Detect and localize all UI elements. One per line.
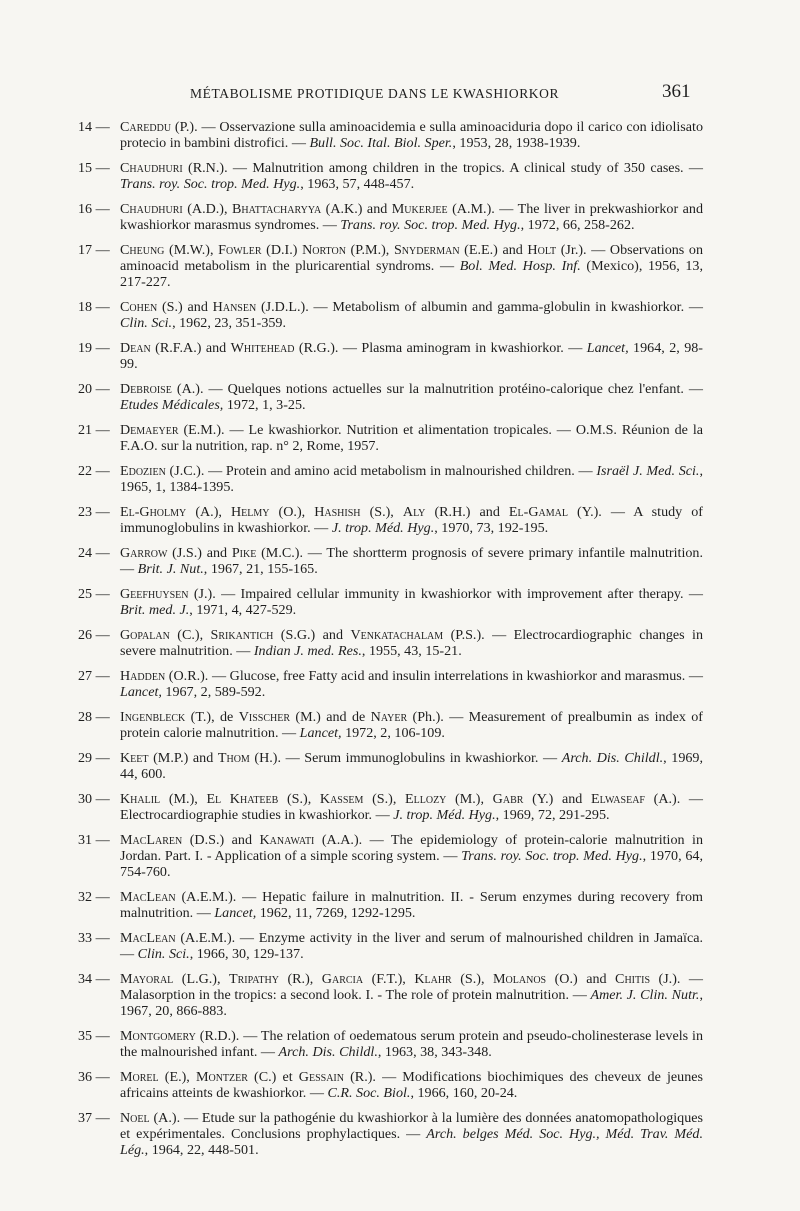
author-name: Keet — [120, 749, 149, 766]
reference-segment: (A.). — Quelques notions actuelles sur la malnutrition protéino-calorique chez l'enfant. — — [171, 380, 703, 397]
author-name: Careddu — [120, 119, 172, 135]
reference-segment: (A.E.M.). — Hepatic failure in malnutrition. II. - Serum enzymes during recovery from malnutrition. — — [120, 888, 703, 921]
reference-number: 15 — — [78, 160, 110, 176]
reference-segment: (M.P.) and — [148, 749, 218, 766]
page-number: 361 — [662, 81, 691, 102]
journal-title: Clin. Sci. — [137, 945, 190, 962]
reference-item — [78, 890, 703, 922]
reference-segment: (J.S.) and — [167, 544, 232, 561]
reference-segment: (J.). — Impaired cellular immunity in kwashiorkor with improvement after therapy. — — [188, 585, 703, 602]
journal-title: Arch. belges Méd. Soc. Hyg., Méd. Trav. Méd. Lég. — [120, 1125, 703, 1158]
author-name: Garcia — [321, 970, 364, 987]
journal-title: Etudes Médicales, — [120, 396, 224, 413]
reference-segment: , 1964, 22, 448-501. — [144, 1141, 259, 1158]
reference-segment: , 1965, 1, 1384-1395. — [120, 462, 703, 495]
reference-segment: (A.D.), — [182, 201, 233, 217]
journal-title: Brit. J. Nut. — [137, 560, 204, 577]
author-name: Ingenbleck — [120, 708, 186, 725]
reference-segment: (S.) and — [157, 298, 213, 315]
reference-number: 24 — — [78, 544, 110, 561]
author-name: Holt — [527, 242, 557, 258]
reference-item — [78, 120, 703, 152]
author-name: MacLean — [120, 929, 176, 946]
reference-text — [120, 1029, 703, 1061]
author-name: Tripathy — [229, 970, 279, 987]
reference-number: 25 — — [78, 585, 110, 602]
reference-number: 30 — — [78, 790, 110, 807]
reference-segment: (J.D.L.). — Metabolism of albumin and gamma-globulin in kwashiorkor. — — [256, 298, 703, 315]
journal-title: Trans. roy. Soc. trop. Med. Hyg. — [120, 175, 301, 192]
reference-item — [78, 243, 703, 291]
reference-segment: , 1963, 57, 448-457. — [300, 175, 415, 192]
author-name: Gessain — [298, 1068, 344, 1085]
author-name: Cheung — [120, 242, 165, 258]
reference-segment: (L.G.), — [173, 970, 230, 987]
reference-segment: (Ph.). — Measurement of prealbumin as index of protein calorie malnutrition. — — [120, 708, 704, 741]
reference-segment: (S.), — [360, 503, 403, 520]
journal-title: Bol. Med. Hosp. Inf. — [459, 257, 581, 274]
reference-text — [120, 751, 703, 783]
author-name: Cohen — [120, 298, 158, 315]
author-name: Gopalan — [120, 626, 170, 643]
reference-text — [120, 382, 703, 414]
reference-segment: , 1955, 43, 15-21. — [361, 642, 462, 659]
running-header — [0, 81, 800, 108]
author-name: Klahr — [414, 970, 452, 987]
reference-segment: (J.C.). — Protein and amino acid metabolism in malnourished children. — — [165, 462, 597, 479]
author-name: Demaeyer — [120, 421, 179, 438]
reference-text — [120, 202, 703, 234]
author-name: Geefhuysen — [120, 585, 189, 602]
reference-text — [120, 1070, 703, 1102]
journal-title: Lancet, — [120, 683, 162, 700]
reference-segment: (S.G.) and — [273, 626, 351, 643]
reference-segment: (O.), — [269, 503, 315, 520]
reference-text — [120, 710, 703, 742]
reference-number: 14 — — [78, 119, 110, 135]
reference-segment: (R.H.) and — [425, 503, 509, 520]
reference-segment: (A.). — Etude sur la pathogénie du kwashiorkor à la lumière des données anatomopathologiques et expérimentales. Conclusions prophylactiques. — — [120, 1109, 703, 1142]
reference-number: 21 — — [78, 421, 110, 438]
reference-segment: , 1967, 20, 866-883. — [120, 986, 703, 1019]
reference-list — [78, 120, 703, 1168]
author-name: MacLaren — [120, 831, 183, 848]
author-name: Garrow — [120, 544, 168, 561]
reference-segment: (A.A.). — The epidemiology of protein-calorie malnutrition in Jordan. Part. I. - Application of a simple scoring system. — — [120, 831, 703, 864]
reference-segment: (S.), — [363, 790, 406, 807]
reference-text — [120, 628, 703, 660]
reference-item — [78, 1029, 703, 1061]
author-name: Aly — [402, 503, 426, 520]
reference-number: 31 — — [78, 831, 110, 848]
journal-title: Brit. med. J. — [120, 601, 190, 618]
journal-title: Israël J. Med. Sci. — [596, 462, 700, 479]
reference-number: 27 — — [78, 667, 110, 684]
reference-item — [78, 423, 703, 455]
reference-segment: (M.), — [160, 790, 207, 807]
author-name: Bhattacharyya — [232, 201, 322, 217]
author-name: El Khateeb — [206, 790, 279, 807]
reference-segment: (E.), — [158, 1068, 196, 1085]
author-name: Ellozy — [405, 790, 447, 807]
reference-number: 28 — — [78, 708, 110, 725]
reference-segment: (R.N.). — Malnutrition among children in the tropics. A clinical study of 350 cases. — — [182, 160, 703, 176]
author-name: Hadden — [120, 667, 166, 684]
reference-text — [120, 587, 703, 619]
journal-title: Lancet, — [214, 904, 257, 921]
author-name: Montzer — [195, 1068, 248, 1085]
reference-number: 33 — — [78, 929, 110, 946]
reference-segment: , 1966, 30, 129-137. — [189, 945, 304, 962]
reference-segment: (M.) and de — [290, 708, 371, 725]
reference-number: 35 — — [78, 1027, 110, 1044]
reference-segment: (O.) and — [546, 970, 616, 987]
reference-segment: 1967, 2, 589-592. — [161, 683, 266, 700]
journal-title: Bull. Soc. Ital. Biol. Sper. — [309, 134, 453, 151]
reference-number: 32 — — [78, 888, 110, 905]
author-name: Snyderman — [393, 242, 460, 258]
author-name: MacLean — [120, 888, 176, 905]
reference-number: 18 — — [78, 298, 110, 315]
reference-number: 20 — — [78, 380, 110, 397]
author-name: Helmy — [230, 503, 270, 520]
reference-text — [120, 161, 703, 193]
author-name: Hashish — [314, 503, 361, 520]
reference-segment: (E.M.). — Le kwashiorkor. Nutrition et alimentation tropicales. — O.M.S. Réunion de la F.A.O. sur la nutrition, rap. n° 2, Rome, 1957. — [120, 421, 703, 454]
reference-item — [78, 628, 703, 660]
reference-number: 16 — — [78, 201, 110, 217]
journal-title: Trans. roy. Soc. trop. Med. Hyg. — [340, 216, 521, 233]
author-name: Nayer — [370, 708, 408, 725]
reference-segment: , 1967, 21, 155-165. — [203, 560, 318, 577]
author-name: El-Gamal — [508, 503, 568, 520]
reference-text — [120, 341, 703, 373]
reference-text — [120, 505, 703, 537]
journal-title: J. trop. Méd. Hyg. — [331, 519, 435, 536]
author-name: Chaudhuri — [120, 160, 183, 176]
reference-segment: (Mexico), 1956, 13, 217-227. — [120, 257, 703, 290]
reference-number: 17 — — [78, 242, 110, 258]
author-name: Venkatachalam — [350, 626, 444, 643]
reference-segment: (D.S.) and — [182, 831, 260, 848]
author-name: Thom — [217, 749, 250, 766]
reference-segment: (S.), — [451, 970, 494, 987]
author-name: Gabr — [492, 790, 524, 807]
reference-item — [78, 1070, 703, 1102]
reference-segment: (C.) et — [247, 1068, 299, 1085]
reference-number: 19 — — [78, 339, 110, 356]
reference-text — [120, 423, 703, 455]
reference-number: 23 — — [78, 503, 110, 520]
reference-item — [78, 1111, 703, 1159]
reference-item — [78, 972, 703, 1020]
reference-segment: , 1970, 64, 754-760. — [120, 847, 703, 880]
reference-segment: 1972, 2, 106-109. — [341, 724, 445, 741]
reference-segment: (P.). — Osservazione sulla aminoacidemia e sulla aminoaciduria dopo il carico con idiolisato protecio in bambini distrofici. — — [120, 119, 703, 151]
reference-item — [78, 202, 703, 234]
reference-segment: , 1972, 66, 258-262. — [520, 216, 635, 233]
reference-item — [78, 587, 703, 619]
reference-segment: (D.I.) — [261, 242, 303, 258]
journal-title: Arch. Dis. Childl. — [278, 1043, 378, 1060]
reference-segment: 1962, 11, 7269, 1292-1295. — [256, 904, 416, 921]
author-name: Edozien — [120, 462, 166, 479]
reference-segment: 1964, 2, 98-99. — [120, 339, 703, 372]
reference-segment: (A.K.) and — [321, 201, 392, 217]
author-name: El-Gholmy — [120, 503, 187, 520]
reference-segment: (R.F.A.) and — [150, 339, 231, 356]
reference-segment: (A.M.). — The liver in prekwashiorkor and kwashiorkor marasmus syndromes. — — [120, 201, 703, 233]
reference-item — [78, 546, 703, 578]
author-name: Kanawati — [259, 831, 315, 848]
reference-text — [120, 464, 703, 496]
running-title: MÉTABOLISME PROTIDIQUE DANS LE KWASHIORKOR — [190, 86, 560, 101]
reference-segment: (T.), de — [185, 708, 239, 725]
journal-title: Lancet, — [299, 724, 342, 741]
author-name: Kassem — [319, 790, 364, 807]
author-name: Molanos — [493, 970, 547, 987]
reference-segment: , 1970, 73, 192-195. — [434, 519, 549, 536]
reference-text — [120, 890, 703, 922]
reference-item — [78, 341, 703, 373]
journal-title: Clin. Sci. — [120, 314, 173, 331]
reference-text — [120, 243, 703, 291]
reference-item — [78, 464, 703, 496]
reference-item — [78, 300, 703, 332]
author-name: Montgomery — [120, 1027, 196, 1044]
reference-item — [78, 669, 703, 701]
reference-segment: (A.), — [186, 503, 231, 520]
reference-segment: , 1962, 23, 351-359. — [172, 314, 286, 331]
reference-segment: (Jr.). — Observations on aminoacid metabolism in the pluricarential syndroms. — — [120, 242, 703, 274]
reference-item — [78, 792, 703, 824]
reference-segment: , 1969, 72, 291-295. — [495, 806, 610, 823]
reference-segment: (A.). — Electrocardiographie studies in kwashiorkor. — — [120, 790, 703, 823]
author-name: Chaudhuri — [120, 201, 183, 217]
journal-title: C.R. Soc. Biol. — [327, 1084, 411, 1101]
reference-item — [78, 710, 703, 742]
reference-segment: (P.M.), — [345, 242, 394, 258]
author-name: Debroise — [120, 380, 172, 397]
author-name: Hansen — [212, 298, 257, 315]
journal-title: Amer. J. Clin. Nutr. — [590, 986, 700, 1003]
reference-segment: (Y.). — A study of immunoglobulins in kwashiorkor. — — [120, 503, 703, 536]
author-name: Noel — [120, 1109, 150, 1126]
author-name: Mukerjee — [391, 201, 448, 217]
reference-number: 34 — — [78, 970, 110, 987]
reference-segment: (P.S.). — Electrocardiographic changes in severe malnutrition. — — [120, 626, 703, 659]
reference-number: 37 — — [78, 1109, 110, 1126]
reference-text — [120, 931, 703, 963]
reference-item — [78, 505, 703, 537]
author-name: Dean — [120, 339, 151, 356]
reference-item — [78, 161, 703, 193]
reference-text — [120, 833, 703, 881]
reference-text — [120, 669, 703, 701]
reference-segment: (S.), — [278, 790, 320, 807]
reference-segment: (E.E.) and — [459, 242, 528, 258]
author-name: Visscher — [238, 708, 291, 725]
reference-segment: , 1969, 44, 600. — [120, 749, 703, 782]
reference-segment: 1972, 1, 3-25. — [223, 396, 306, 413]
reference-text — [120, 792, 703, 824]
author-name: Morel — [120, 1068, 159, 1085]
reference-segment: , 1963, 38, 343-348. — [377, 1043, 492, 1060]
reference-number: 29 — — [78, 749, 110, 766]
author-name: Chitis — [615, 970, 650, 987]
reference-segment: (M.), — [446, 790, 493, 807]
reference-segment: (H.). — Serum immunoglobulins in kwashiorkor. — — [249, 749, 562, 766]
journal-title: Lancet, — [586, 339, 629, 356]
author-name: Norton — [302, 242, 346, 258]
reference-item — [78, 751, 703, 783]
reference-text — [120, 972, 703, 1020]
author-name: Srikantich — [210, 626, 274, 643]
author-name: Whitehead — [230, 339, 295, 356]
reference-text — [120, 1111, 703, 1159]
reference-item — [78, 833, 703, 881]
reference-text — [120, 300, 703, 332]
journal-title: Indian J. med. Res. — [253, 642, 362, 659]
reference-segment: (C.), — [169, 626, 211, 643]
reference-item — [78, 382, 703, 414]
reference-segment: (R.), — [278, 970, 322, 987]
author-name: Fowler — [218, 242, 262, 258]
reference-item — [78, 931, 703, 963]
reference-segment: (Y.) and — [523, 790, 591, 807]
reference-segment: (A.E.M.). — Enzyme activity in the liver and serum of malnourished children in Jamaïca. — — [120, 929, 703, 962]
reference-segment: , 1966, 160, 20-24. — [410, 1084, 518, 1101]
reference-segment: (R.G.). — Plasma aminogram in kwashiorkor. — — [294, 339, 587, 356]
reference-text — [120, 546, 703, 578]
author-name: Elwaseaf — [591, 790, 645, 807]
reference-segment: (R.). — Modifications biochimiques des cheveux de jeunes africains atteints de kwashiorkor. — — [120, 1068, 703, 1101]
reference-segment: (J.). — Malasorption in the tropics: a second look. I. - The role of protein malnutrition. — — [120, 970, 704, 1003]
author-name: Mayoral — [120, 970, 174, 987]
reference-segment: (O.R.). — Glucose, free Fatty acid and insulin interrelations in kwashiorkor and marasmus. — — [165, 667, 703, 684]
reference-segment: (R.D.). — The relation of oedematous serum protein and pseudo-cholinesterase levels in the malnourished infant. — — [120, 1027, 703, 1060]
reference-number: 22 — — [78, 462, 110, 479]
journal-title: Trans. roy. Soc. trop. Med. Hyg. — [461, 847, 643, 864]
reference-segment: (M.C.). — The shortterm prognosis of severe primary infantile malnutrition. — — [120, 544, 703, 577]
reference-segment: (F.T.), — [363, 970, 415, 987]
reference-segment: , 1953, 28, 1938-1939. — [452, 134, 581, 151]
reference-segment: , 1971, 4, 427-529. — [189, 601, 297, 618]
journal-title: J. trop. Méd. Hyg. — [393, 806, 496, 823]
author-name: Pike — [231, 544, 257, 561]
reference-number: 36 — — [78, 1068, 110, 1085]
reference-text — [120, 120, 703, 152]
journal-title: Arch. Dis. Childl. — [561, 749, 664, 766]
author-name: Khalil — [120, 790, 161, 807]
reference-segment: (M.W.), — [164, 242, 219, 258]
reference-number: 26 — — [78, 626, 110, 643]
